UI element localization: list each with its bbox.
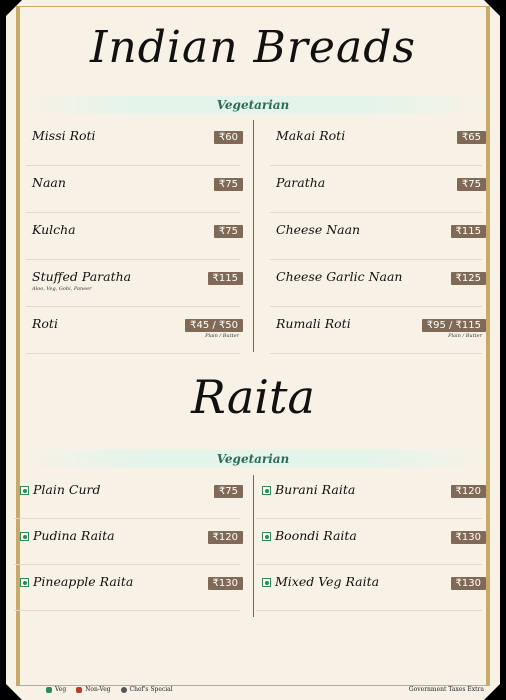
item-separator bbox=[26, 259, 240, 260]
item-separator bbox=[270, 259, 482, 260]
item-separator bbox=[26, 306, 240, 307]
legend-veg: Veg bbox=[46, 686, 66, 693]
column-divider bbox=[253, 475, 254, 617]
item-price: ₹130 bbox=[208, 577, 243, 590]
corner-decoration bbox=[484, 684, 500, 700]
price-note: Plain / Butter bbox=[448, 333, 482, 339]
item-name: Plain Curd bbox=[20, 482, 100, 497]
item-name: Paratha bbox=[276, 175, 326, 190]
item-price: ₹120 bbox=[451, 485, 486, 498]
taxes-note: Government Taxes Extra bbox=[408, 686, 484, 693]
menu-item bbox=[262, 574, 379, 589]
menu-item bbox=[32, 269, 131, 292]
legend bbox=[46, 686, 181, 693]
item-separator bbox=[270, 306, 482, 307]
item-separator bbox=[26, 212, 240, 213]
item-price: ₹45 / ₹50 bbox=[185, 319, 243, 332]
menu-page bbox=[6, 0, 500, 700]
item-name: Mixed Veg Raita bbox=[262, 574, 379, 589]
menu-item bbox=[276, 269, 402, 284]
item-separator bbox=[26, 353, 240, 354]
legend-chef: Chef's Special bbox=[121, 686, 173, 693]
item-name: Pineapple Raita bbox=[20, 574, 133, 589]
item-price: ₹60 bbox=[214, 131, 243, 144]
item-separator bbox=[26, 165, 240, 166]
menu-item bbox=[32, 316, 58, 331]
menu-item bbox=[20, 482, 100, 497]
item-description: Aloo, Veg, Gobi, Paneer bbox=[32, 286, 92, 292]
item-price: ₹75 bbox=[214, 178, 243, 191]
item-separator bbox=[256, 518, 482, 519]
item-name: Pudina Raita bbox=[20, 528, 115, 543]
item-name: Stuffed Paratha bbox=[32, 269, 132, 284]
item-price: ₹75 bbox=[457, 178, 486, 191]
item-separator bbox=[270, 353, 482, 354]
chef-hat-icon bbox=[121, 687, 127, 693]
item-price: ₹125 bbox=[451, 272, 486, 285]
item-separator bbox=[14, 518, 240, 519]
menu-item bbox=[32, 175, 66, 190]
corner-decoration bbox=[6, 684, 22, 700]
item-name: Makai Roti bbox=[276, 128, 346, 143]
veg-icon bbox=[20, 532, 29, 541]
veg-icon bbox=[20, 578, 29, 587]
item-name: Boondi Raita bbox=[262, 528, 357, 543]
menu-item bbox=[32, 222, 76, 237]
item-price: ₹130 bbox=[451, 577, 486, 590]
menu-item bbox=[276, 316, 351, 331]
breads-section-label: Vegetarian bbox=[21, 96, 485, 114]
item-name: Rumali Roti bbox=[276, 316, 351, 331]
item-separator bbox=[14, 564, 240, 565]
item-separator bbox=[256, 610, 482, 611]
menu-item bbox=[276, 175, 325, 190]
menu-item bbox=[32, 128, 96, 143]
item-separator bbox=[256, 564, 482, 565]
item-separator bbox=[14, 610, 240, 611]
item-separator bbox=[270, 165, 482, 166]
menu-item bbox=[20, 528, 115, 543]
menu-item bbox=[20, 574, 133, 589]
item-name: Cheese Garlic Naan bbox=[276, 269, 403, 284]
item-price: ₹120 bbox=[208, 531, 243, 544]
item-price: ₹75 bbox=[214, 485, 243, 498]
item-name: Missi Roti bbox=[32, 128, 96, 143]
veg-icon bbox=[20, 486, 29, 495]
raita-section-label: Vegetarian bbox=[21, 450, 485, 468]
item-name: Roti bbox=[32, 316, 58, 331]
price-note: Plain / Butter bbox=[205, 333, 239, 339]
column-divider bbox=[253, 120, 254, 352]
item-name: Burani Raita bbox=[262, 482, 355, 497]
item-price: ₹65 bbox=[457, 131, 486, 144]
item-price: ₹130 bbox=[451, 531, 486, 544]
item-price: ₹115 bbox=[208, 272, 243, 285]
nonveg-icon bbox=[76, 687, 82, 693]
item-price: ₹95 / ₹115 bbox=[422, 319, 486, 332]
item-price: ₹75 bbox=[214, 225, 243, 238]
item-price: ₹115 bbox=[451, 225, 486, 238]
raita-title: Raita bbox=[191, 370, 315, 424]
veg-icon bbox=[262, 486, 271, 495]
breads-title: Indian Breads bbox=[90, 22, 416, 73]
menu-item bbox=[262, 528, 357, 543]
veg-icon bbox=[46, 687, 52, 693]
item-name: Cheese Naan bbox=[276, 222, 361, 237]
item-name: Naan bbox=[32, 175, 66, 190]
menu-item bbox=[276, 222, 360, 237]
item-separator bbox=[270, 212, 482, 213]
menu-item bbox=[276, 128, 345, 143]
veg-icon bbox=[262, 532, 271, 541]
item-name: Kulcha bbox=[32, 222, 76, 237]
veg-icon bbox=[262, 578, 271, 587]
legend-nonveg: Non-Veg bbox=[76, 686, 111, 693]
menu-item bbox=[262, 482, 355, 497]
